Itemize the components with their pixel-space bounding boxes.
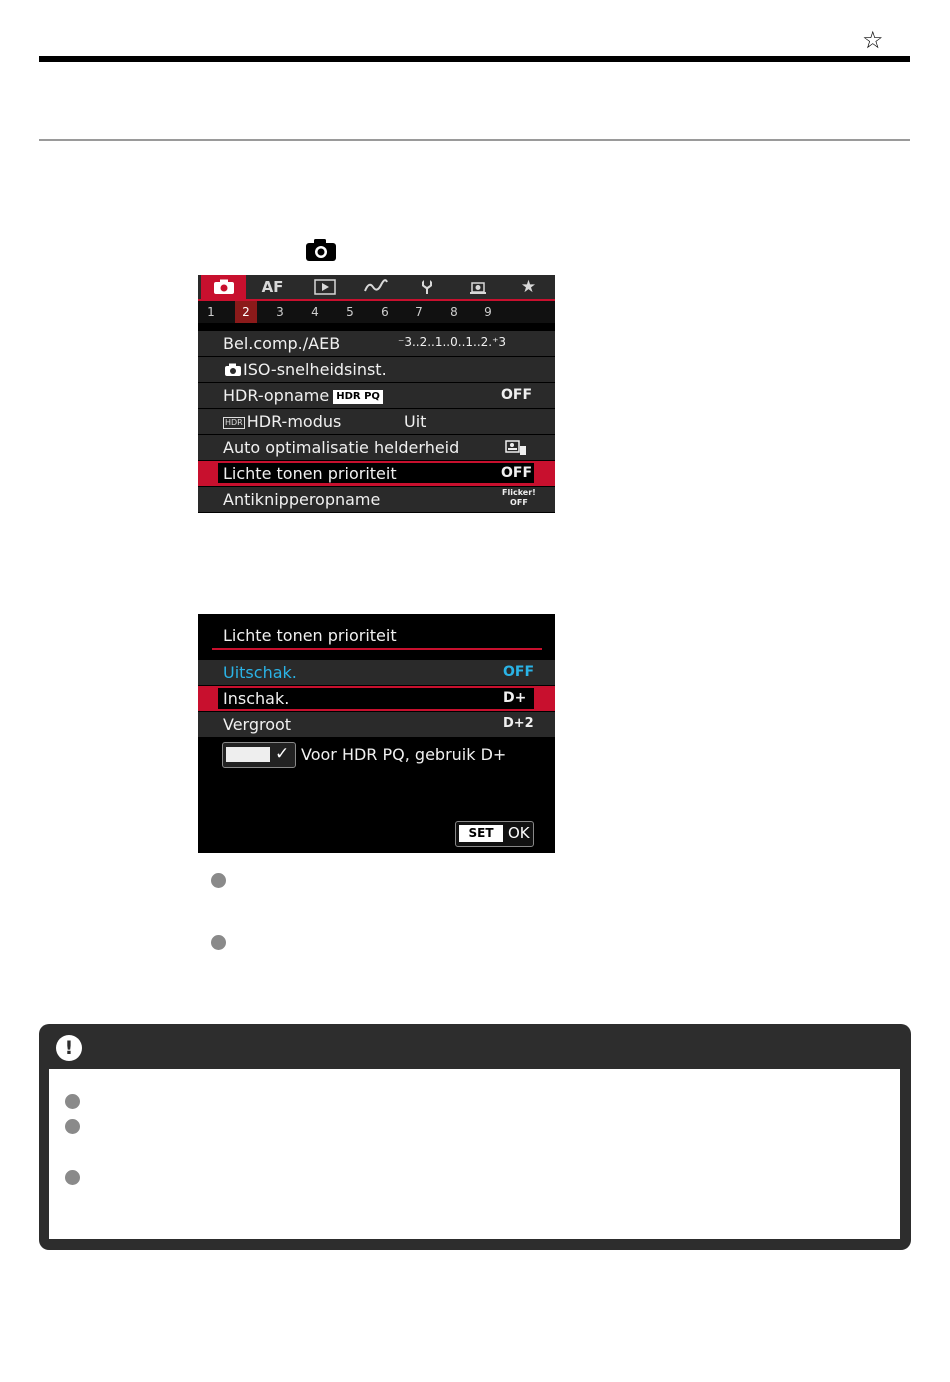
page-number[interactable]: 1: [207, 305, 215, 319]
menu-item-label: Bel.comp./AEB: [223, 334, 341, 353]
flicker-label: Flicker!: [502, 488, 536, 497]
hdr-pq-badge: HDR PQ: [333, 390, 383, 404]
flicker-off-icon: [502, 488, 536, 508]
menu-item-value: OFF: [501, 465, 533, 481]
setting-screen: [198, 614, 555, 853]
wrench-icon: [419, 279, 435, 295]
page-number[interactable]: 7: [415, 305, 423, 319]
bullet-icon: [65, 1094, 80, 1109]
caution-content: [49, 1069, 900, 1239]
menu-item-label: Auto optimalisatie helderheid: [223, 438, 460, 457]
tab-playback[interactable]: [302, 275, 347, 299]
tab-af[interactable]: AF: [261, 278, 284, 296]
option-value: OFF: [503, 664, 535, 680]
page-number[interactable]: 4: [311, 305, 319, 319]
tab-shooting[interactable]: [201, 275, 246, 299]
tab-my-menu[interactable]: ★: [520, 277, 537, 297]
set-ok-button[interactable]: [455, 821, 534, 847]
camera-icon: [224, 363, 242, 377]
page-number[interactable]: 8: [450, 305, 458, 319]
menu-item-label: Lichte tonen prioriteit: [223, 464, 397, 483]
camera-icon: [213, 279, 235, 295]
menu-item-value: Uit: [404, 412, 427, 431]
menu-item-auto-lighting[interactable]: [198, 435, 555, 461]
flicker-value: OFF: [510, 498, 528, 507]
menu-item-iso[interactable]: [198, 357, 555, 383]
tab-custom[interactable]: [455, 275, 500, 299]
set-label: SET: [459, 825, 503, 842]
play-icon: [314, 279, 336, 295]
ok-label: OK: [508, 824, 530, 842]
menu-tabs: [198, 275, 555, 299]
option-value: D+2: [503, 716, 534, 731]
page-number-active[interactable]: 2: [235, 301, 257, 323]
menu-item-label: ISO-snelheidsinst.: [243, 360, 387, 379]
exposure-scale: ⁻3..2..1..0..1..2.⁺3: [398, 335, 507, 349]
page-numbers: [198, 301, 555, 323]
page-number[interactable]: 6: [381, 305, 389, 319]
option-label: Uitschak.: [223, 663, 297, 682]
menu-item-label: Antiknipperopname: [223, 490, 381, 509]
info-icon: [226, 747, 270, 762]
star-icon: ☆: [862, 26, 884, 54]
option-enhanced[interactable]: [198, 712, 555, 737]
menu-item-anti-flicker[interactable]: [198, 487, 555, 513]
menu-item-label-text: HDR-modus: [246, 412, 342, 431]
bullet-icon: [211, 935, 226, 950]
bullet-icon: [65, 1170, 80, 1185]
bullet-icon: [65, 1119, 80, 1134]
menu-item-label-text: HDR-opname: [223, 386, 330, 405]
page-number[interactable]: 9: [484, 305, 492, 319]
warning-icon: !: [56, 1035, 82, 1061]
custom-camera-icon: [469, 279, 487, 295]
camera-menu-screen: [198, 275, 555, 513]
menu-item-highlight-tone-priority[interactable]: [198, 461, 555, 487]
bullet-icon: [211, 873, 226, 888]
option-disable[interactable]: [198, 660, 555, 685]
info-text: Voor HDR PQ, gebruik D+: [301, 745, 507, 764]
menu-item-exposure-comp[interactable]: [198, 331, 555, 357]
info-button[interactable]: [222, 742, 296, 768]
hdr-mode-icon: HDR: [225, 417, 243, 427]
page-number[interactable]: 3: [276, 305, 284, 319]
option-label: Inschak.: [223, 689, 290, 708]
tab-wireless[interactable]: [353, 275, 398, 299]
page-number[interactable]: 5: [346, 305, 354, 319]
menu-item-hdr-shooting[interactable]: [198, 383, 555, 409]
menu-item-hdr-mode[interactable]: [198, 409, 555, 435]
option-enable[interactable]: [198, 686, 555, 711]
check-icon: ✓: [275, 744, 290, 764]
caution-box: [39, 1024, 911, 1250]
menu-item-value: OFF: [501, 387, 533, 403]
option-value: D+: [503, 690, 527, 706]
wave-icon: [363, 279, 389, 295]
option-label: Vergroot: [223, 715, 292, 734]
tab-setup[interactable]: [404, 275, 449, 299]
camera-icon: [305, 238, 337, 262]
header-rule: [39, 56, 910, 62]
menu-item-label: [223, 412, 341, 431]
menu-item-label: [223, 386, 383, 405]
title-underline: [212, 648, 542, 650]
section-divider: [39, 139, 910, 141]
setting-title: Lichte tonen prioriteit: [223, 626, 397, 645]
auto-lighting-icon: [505, 440, 527, 456]
